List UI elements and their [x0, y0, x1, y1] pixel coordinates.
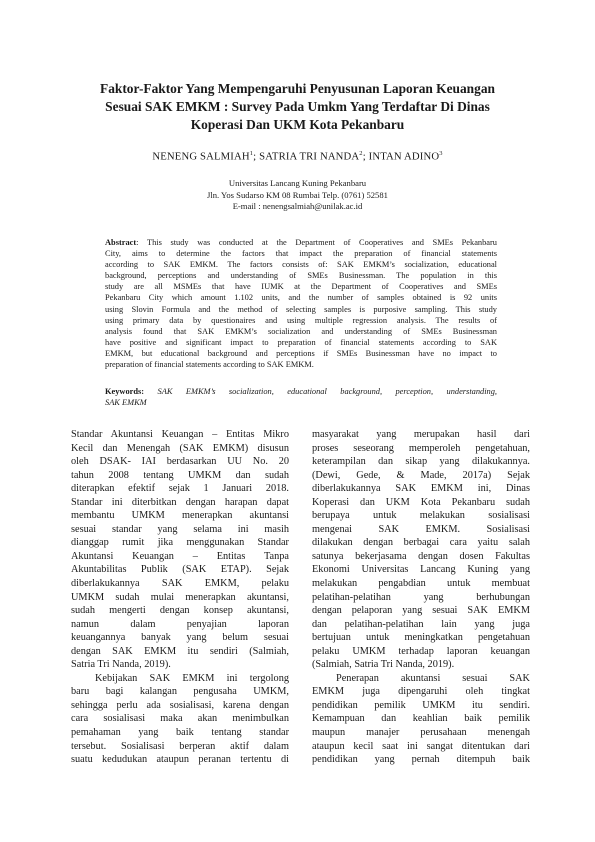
body-line: pendidikan yang pernah ditempuh baik — [312, 754, 530, 766]
author-separator: ; — [253, 150, 260, 163]
keywords-text: SAK EMKM — [105, 398, 147, 408]
author-name: SATRIA TRI NANDA — [259, 150, 360, 163]
body-line: cara sosialisasi maka akan menimbulkan — [71, 713, 289, 725]
author-affiliation-mark: 2 — [359, 150, 363, 157]
abstract-line: EMKM, but educational background and perceptions if SMEs Businessman have no impact to — [105, 348, 497, 358]
abstract-line: using primary data by questionaires and using multiple regression analysis. The results of — [105, 315, 497, 325]
body-line: Penerapan akuntansi sesuai SAK — [336, 672, 530, 684]
body-column-right — [312, 428, 530, 767]
body-line: melakukan pengabdian untuk membuat — [312, 578, 530, 590]
body-line: tersebut. Sosialisasi berperan aktif dalam — [71, 740, 289, 752]
abstract-line: study are all MSMEs that have IUMK at the Department of Cooperatives and SMEs — [105, 282, 497, 292]
author-name: NENENG SALMIAH — [152, 150, 250, 163]
body-line: baru bagi kalangan pengusaha UMKM, — [71, 686, 289, 698]
body-line: pemahaman yang baik tentang standar — [71, 727, 289, 739]
body-line: keuangannya banyak yang belum sesuai — [71, 632, 289, 644]
abstract-text: : This study was conducted at the Department of Cooperatives and SMEs Pekanbaru — [136, 238, 497, 247]
body-line: diberlakukannya SAK EMKM ini, Dinas — [312, 483, 530, 495]
affiliation-email: E-mail : nenengsalmiah@unilak.ac.id — [232, 201, 363, 211]
body-line: proses seseorang memperoleh pengetahuan, — [312, 442, 530, 454]
affiliation-address: Jln. Yos Sudarso KM 08 Rumbai Telp. (0761) 52581 — [207, 189, 388, 200]
body-line: membantu UMKM menerapkan akuntansi — [71, 510, 289, 522]
abstract-line: according to SAK EMKM. The factors consists of: SAK EMKM’s socialization, educational — [105, 260, 497, 270]
body-line: satunya bekerjasama dengan dosen Fakultas — [312, 550, 530, 562]
body-line: suatu kedudukan ataupun peranan tertentu di — [71, 754, 289, 766]
body-line: tahun 2008 tentang UMKM dan sudah — [71, 469, 289, 481]
keywords-text: SAK EMKM’s socialization, educational background, perception, understanding, — [157, 387, 498, 396]
body-line: pelatihan-pelatihan yang berhubungan — [312, 591, 530, 603]
paper-title — [60, 80, 535, 134]
abstract — [105, 237, 497, 370]
body-line: masyarakat yang merupakan hasil dari — [312, 429, 530, 440]
author-separator: ; — [362, 150, 369, 163]
affiliation-institution: Universitas Lancang Kuning Pekanbaru — [228, 178, 367, 188]
abstract-line: have positive and significant impact to preparation of financial statements according to SAK — [105, 337, 497, 347]
body-line: berupaya untuk melakukan sosialisasi — [312, 510, 530, 522]
body-line: Ekonomi Universitas Lancang Kuning yang — [312, 564, 530, 576]
body-line: EMKM juga dipengaruhi oleh tingkat — [312, 686, 530, 698]
body-line: dan pelatihan-pelatihan lain yang juga — [312, 618, 530, 630]
body-line: mengenai SAK EMKM. Sosialisasi — [312, 523, 530, 535]
body-line: Standar ini diterbitkan dengan harapan dapat — [71, 496, 289, 508]
body-line: sudah mengerti dengan konsep akuntansi, — [71, 605, 289, 617]
abstract-line — [105, 237, 497, 248]
body-line: diterapkan efektif sejak 1 Januari 2018. — [71, 483, 289, 495]
author-affiliation-mark: 1 — [249, 150, 254, 157]
body-line: Kemampuan dan keahlian baik pemilik — [312, 713, 530, 725]
body-line: Akuntansi Keuangan – Entitas Tanpa — [71, 550, 289, 562]
body-line: dianggap rumit jika menggunakan Standar — [71, 537, 289, 549]
abstract-line: preparation of financial statements according to SAK EMKM. — [105, 360, 314, 370]
keywords-line — [105, 386, 497, 397]
body-line: Koperasi dan UKM Kota Pekanbaru sudah — [312, 496, 530, 508]
body-line: dengan pelaporan yang sesuai SAK EMKM — [312, 605, 530, 617]
body-line: pendidikan pemilik UMKM itu sendiri. — [312, 699, 530, 711]
body-line: UMKM sudah mulai menerapkan akuntansi, — [71, 591, 289, 603]
body-line: diberlakukannya SAK EMKM, pelaku — [71, 578, 289, 590]
affiliation-block — [60, 178, 535, 213]
keywords — [105, 386, 497, 408]
abstract-label: Abstract — [105, 238, 137, 247]
body-line: Kecil dan Menengah (SAK EMKM) disusun — [71, 442, 289, 454]
body-line: sesuai standar yang selama ini masih — [71, 523, 289, 535]
body-line: (Salmiah, Satria Tri Nanda, 2019). — [312, 659, 455, 671]
keywords-label: Keywords: — [105, 387, 145, 396]
body-line: sehingga perlu ada sosialisasi, karena dengan — [71, 699, 289, 711]
body-line: oleh DSAK- IAI berdasarkan UU No. 20 — [71, 456, 289, 468]
body-line: pelaku UMKM terhadap laporan keuangan — [312, 645, 530, 657]
body-line: Akuntabilitas Publik (SAK ETAP). Sejak — [71, 564, 289, 576]
abstract-line: City, aims to determine the factors that impact the preparation of financial statements — [105, 249, 497, 259]
body-line: maupun manajer perusahaan menengah — [312, 727, 530, 739]
title-line: Faktor-Faktor Yang Mempengaruhi Penyusunan Laporan Keuangan — [100, 81, 495, 96]
abstract-line: using Slovin Formula and the method of selecting samples is purposive sampling. This study — [105, 304, 497, 314]
author-affiliation-mark: 3 — [439, 150, 443, 157]
body-column-left — [71, 428, 289, 767]
body-line: Satria Tri Nanda, 2019). — [71, 659, 171, 671]
author-name: INTAN ADINO — [368, 150, 440, 163]
body-line: Kebijakan SAK EMKM ini tergolong — [95, 672, 289, 684]
body-line: Standar Akuntansi Keuangan – Entitas Mikro — [71, 429, 289, 440]
body-line: (Dewi, Gede, & Made, 2017a) Sejak — [312, 469, 530, 481]
body-line: bertujuan untuk meningkatkan pengetahuan — [312, 632, 530, 644]
abstract-line: Pekanbaru City which amount 1.102 units, and the number of samples obtained is 92 units — [105, 293, 497, 303]
body-line: namun dalam penyajian laporan — [71, 618, 289, 630]
keywords-line — [105, 397, 497, 408]
body-line: keterampilan dan sikap yang dilakukannya. — [312, 456, 530, 468]
abstract-line: background, perceptions and understanding of SMEs Businessman. The population in this — [105, 271, 497, 281]
body-line: dilakukan dengan berbagai cara yaitu salah — [312, 537, 530, 549]
abstract-line: analysis found that SAK EMKM’s socialization and understanding of SMEs Businessman — [105, 326, 497, 336]
title-line: Koperasi Dan UKM Kota Pekanbaru — [190, 117, 405, 132]
title-line: Sesuai SAK EMKM : Survey Pada Umkm Yang Terdaftar Di Dinas — [105, 99, 490, 114]
author-list — [60, 150, 535, 163]
body-line: dengan SAK EMKM itu sendiri (Salmiah, — [71, 645, 289, 657]
body-line: ataupun kecil saat ini sangat ditentukan dari — [312, 740, 530, 752]
